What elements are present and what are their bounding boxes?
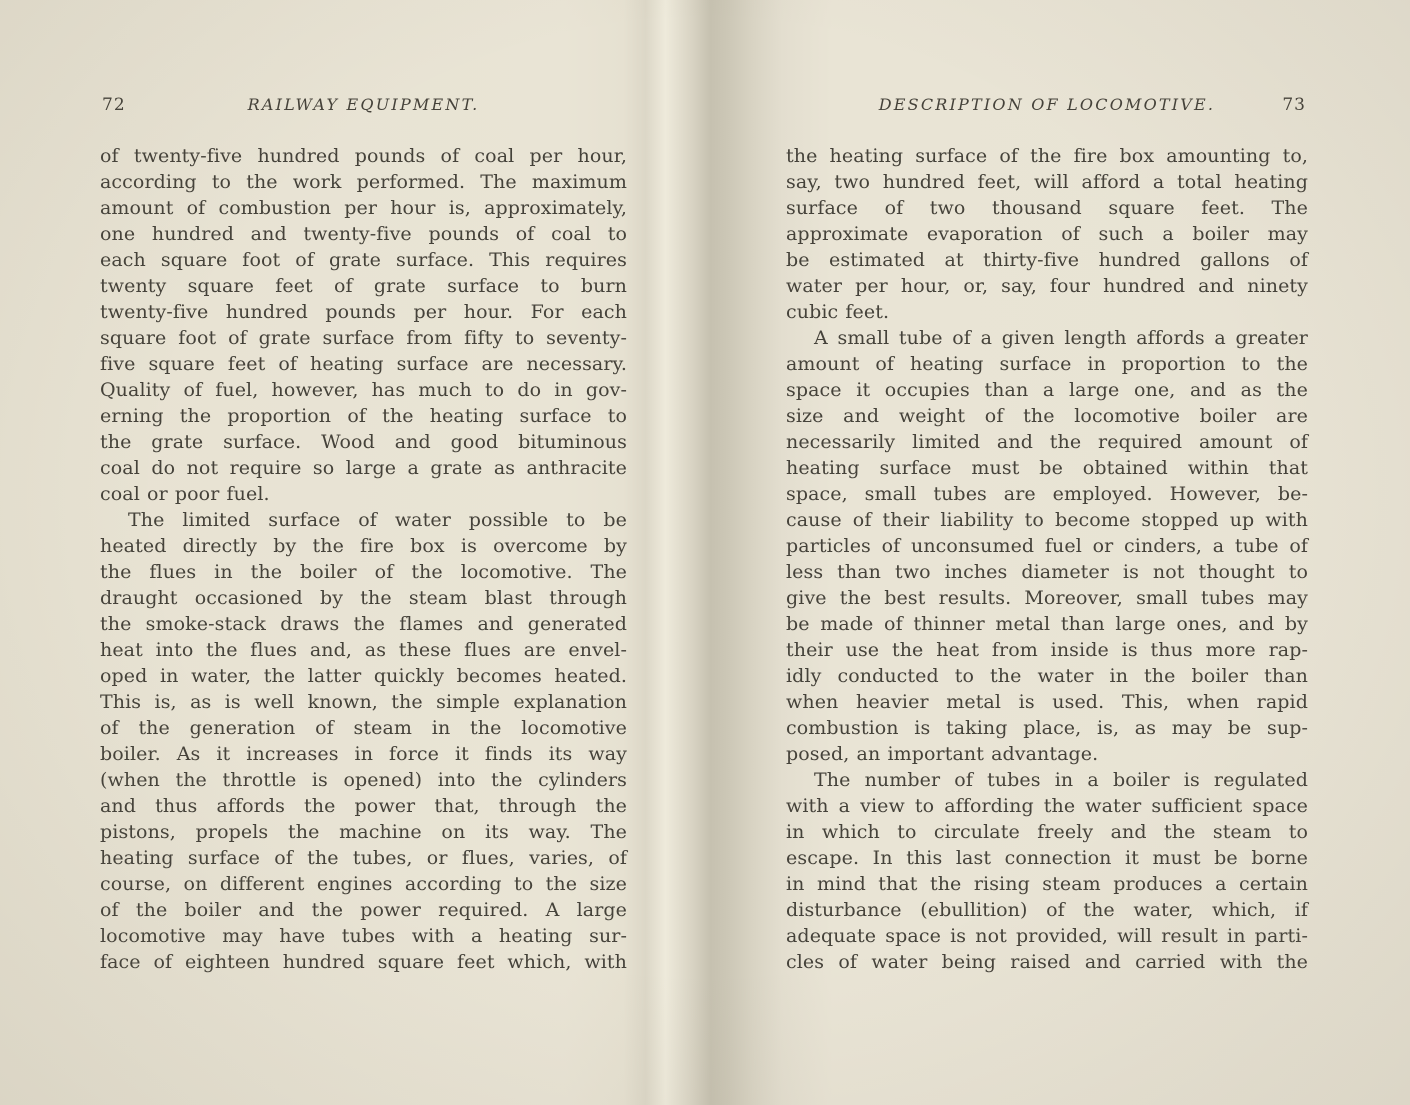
text-line: face of eighteen hundred square feet which, with (100, 951, 627, 973)
text-line: square foot of grate surface from fifty to seventy- (100, 327, 627, 349)
text-line: with a view to affording the water sufficient space (786, 795, 1308, 817)
text-line: course, on different engines according to the size (100, 873, 627, 895)
right-running-header: DESCRIPTION OF LOCOMOTIVE. (878, 95, 1216, 114)
text-line: space, small tubes are employed. However, be- (786, 483, 1308, 505)
text-line: approximate evaporation of such a boiler may (786, 223, 1308, 245)
text-line: coal do not require so large a grate as anthracite (100, 457, 627, 479)
text-line: twenty-five hundred pounds per hour. For each (100, 301, 627, 323)
text-line: in which to circulate freely and the steam to (786, 821, 1308, 843)
text-line: heating surface of the tubes, or flues, varies, of (100, 847, 627, 869)
text-line: (when the throttle is opened) into the cylinders (100, 769, 627, 791)
text-line: of the generation of steam in the locomotive (100, 717, 627, 739)
text-line: be made of thinner metal than large ones, and by (786, 613, 1308, 635)
text-line: idly conducted to the water in the boiler than (786, 665, 1308, 687)
text-line: draught occasioned by the steam blast through (100, 587, 627, 609)
text-line: Quality of fuel, however, has much to do in gov- (100, 379, 627, 401)
text-line: The number of tubes in a boiler is regulated (814, 769, 1308, 791)
text-line: of twenty-five hundred pounds of coal per hour, (100, 145, 627, 167)
text-line: A small tube of a given length affords a greater (814, 327, 1308, 349)
left-page-text (100, 143, 627, 975)
text-line: cause of their liability to become stopped up with (786, 509, 1308, 531)
text-line: be estimated at thirty-five hundred gallons of (786, 249, 1308, 271)
left-running-header: RAILWAY EQUIPMENT. (247, 95, 480, 114)
text-line: the smoke-stack draws the flames and generated (100, 613, 627, 635)
text-line: when heavier metal is used. This, when rapid (786, 691, 1308, 713)
text-line: coal or poor fuel. (100, 483, 270, 505)
left-page-number: 72 (102, 95, 126, 115)
text-line: oped in water, the latter quickly becomes heated. (100, 665, 627, 687)
text-line: heating surface must be obtained within that (786, 457, 1308, 479)
text-line: heated directly by the fire box is overcome by (100, 535, 627, 557)
left-page (100, 0, 627, 975)
text-line: combustion is taking place, is, as may be sup- (786, 717, 1308, 739)
text-line: the flues in the boiler of the locomotive. The (100, 561, 627, 583)
text-line: say, two hundred feet, will afford a total heating (786, 171, 1308, 193)
right-page (786, 0, 1308, 975)
text-line: and thus affords the power that, through the (100, 795, 627, 817)
left-page-header-row (100, 95, 627, 115)
text-line: one hundred and twenty-five pounds of coal to (100, 223, 627, 245)
text-line: cubic feet. (786, 301, 890, 323)
text-line: space it occupies than a large one, and as the (786, 379, 1308, 401)
text-line: locomotive may have tubes with a heating sur- (100, 925, 627, 947)
text-line: erning the proportion of the heating surface to (100, 405, 627, 427)
text-line: boiler. As it increases in force it finds its way (100, 743, 627, 765)
text-line: escape. In this last connection it must be borne (786, 847, 1308, 869)
text-line: give the best results. Moreover, small tubes may (786, 587, 1308, 609)
right-page-text (786, 143, 1308, 975)
text-line: each square foot of grate surface. This requires (100, 249, 627, 271)
text-line: of the boiler and the power required. A large (100, 899, 627, 921)
text-line: twenty square feet of grate surface to burn (100, 275, 627, 297)
text-line: This is, as is well known, the simple explanation (100, 691, 627, 713)
text-line: The limited surface of water possible to be (128, 509, 627, 531)
text-line: amount of combustion per hour is, approximately, (100, 197, 627, 219)
text-line: in mind that the rising steam produces a certain (786, 873, 1308, 895)
text-line: adequate space is not provided, will result in parti- (786, 925, 1308, 947)
text-line: heat into the flues and, as these flues are envel- (100, 639, 627, 661)
right-page-header-row (786, 95, 1308, 115)
text-line: cles of water being raised and carried with the (786, 951, 1308, 973)
text-line: amount of heating surface in proportion to the (786, 353, 1308, 375)
text-line: posed, an important advantage. (786, 743, 1099, 765)
text-line: disturbance (ebullition) of the water, which, if (786, 899, 1308, 921)
text-line: particles of unconsumed fuel or cinders, a tube of (786, 535, 1308, 557)
right-page-number: 73 (1282, 95, 1306, 115)
text-line: pistons, propels the machine on its way. The (100, 821, 627, 843)
text-line: five square feet of heating surface are necessary. (100, 353, 627, 375)
text-line: necessarily limited and the required amount of (786, 431, 1308, 453)
text-line: their use the heat from inside is thus more rap- (786, 639, 1308, 661)
text-line: water per hour, or, say, four hundred and ninety (786, 275, 1308, 297)
text-line: the grate surface. Wood and good bituminous (100, 431, 627, 453)
text-line: size and weight of the locomotive boiler are (786, 405, 1308, 427)
text-line: the heating surface of the fire box amounting to, (786, 145, 1308, 167)
text-line: less than two inches diameter is not thought to (786, 561, 1308, 583)
text-line: according to the work performed. The maximum (100, 171, 627, 193)
text-line: surface of two thousand square feet. The (786, 197, 1308, 219)
